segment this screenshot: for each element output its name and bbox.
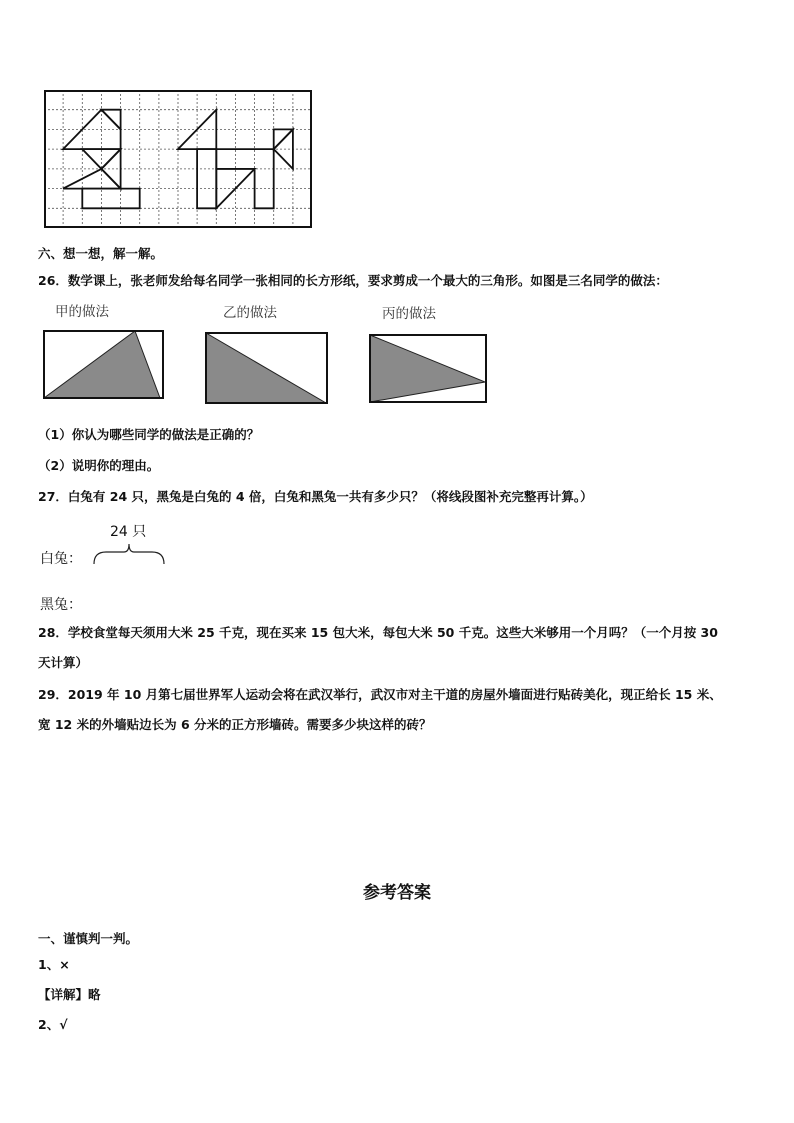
question-26-sub1: （1）你认为哪些同学的做法是正确的？ bbox=[38, 427, 260, 442]
black-rabbit-label: 黑兔： bbox=[40, 597, 82, 613]
white-rabbit-label: 白兔： bbox=[40, 551, 82, 567]
answers-section-heading: 一、谨慎判一判。 bbox=[38, 931, 139, 946]
question-28-line1: 28．学校食堂每天须用大米 25 千克，现在买来 15 包大米，每包大米 50 千克。这些大米够用一个月吗？（一个月按 30 bbox=[38, 625, 718, 640]
brace-icon bbox=[92, 540, 166, 566]
question-29-line1: 29．2019 年 10 月第七届世界军人运动会将在武汉举行，武汉市对主干道的房屋外墙面进行贴砖美化，现正给长 15 米、 bbox=[38, 687, 722, 702]
question-28-line2: 天计算） bbox=[38, 655, 89, 670]
method-label-jia: 甲的做法 bbox=[55, 304, 109, 320]
shaded-triangle bbox=[206, 333, 326, 403]
shaded-triangle bbox=[370, 335, 485, 402]
method-yi-figure bbox=[205, 332, 328, 405]
grid-figure bbox=[44, 90, 312, 230]
brace-label: 24 只 bbox=[110, 524, 147, 540]
answer-1-detail: 【详解】略 bbox=[38, 987, 101, 1002]
method-bing-figure bbox=[369, 334, 487, 404]
grid-lines bbox=[44, 90, 312, 228]
section-heading: 六、想一想，解一解。 bbox=[38, 246, 164, 261]
method-jia-figure bbox=[43, 330, 164, 400]
shaded-triangle bbox=[44, 331, 160, 398]
question-26-text: 26．数学课上，张老师发给每名同学一张相同的长方形纸，要求剪成一个最大的三角形。如图是三名同学的做法： bbox=[38, 273, 668, 288]
answers-title: 参考答案 bbox=[363, 883, 431, 903]
answer-1: 1、× bbox=[38, 957, 70, 972]
answer-2: 2、√ bbox=[38, 1017, 68, 1032]
method-label-yi: 乙的做法 bbox=[223, 305, 277, 321]
question-27-text: 27．白兔有 24 只，黑兔是白兔的 4 倍，白兔和黑兔一共有多少只？（将线段图补充完整再计算。） bbox=[38, 489, 593, 504]
question-26-sub2: （2）说明你的理由。 bbox=[38, 458, 160, 473]
question-29-line2: 宽 12 米的外墙贴边长为 6 分米的正方形墙砖。需要多少块这样的砖？ bbox=[38, 717, 432, 732]
method-label-bing: 丙的做法 bbox=[382, 306, 436, 322]
